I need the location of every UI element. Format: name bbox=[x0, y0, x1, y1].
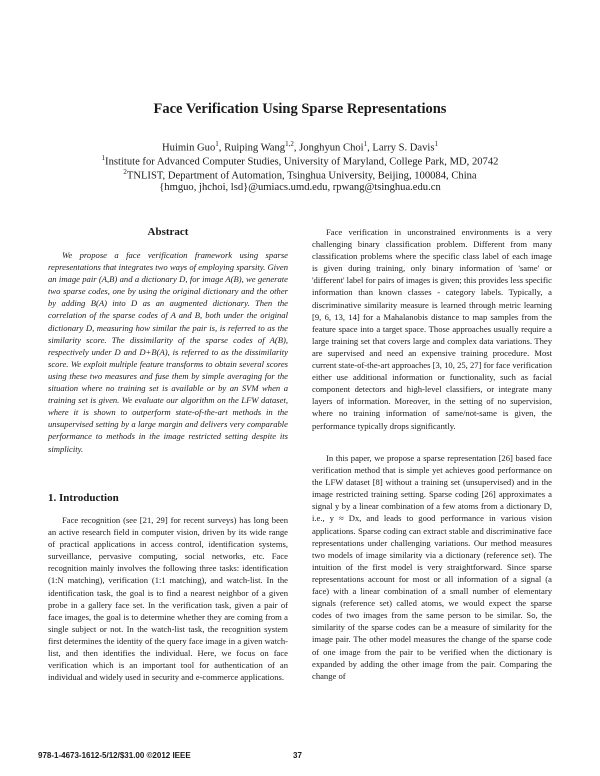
right-paragraph-1: Face verification in unconstrained environments is a very challenging binary classification problem. Different from many classification problems where the specific class label of each image is given during training, only binary information of 'same' or 'different' label for pairs of images is given; this provides less specific information than known classes - category labels. Typically, a discriminative similarity measure is learned through metric learning [9, 6, 13, 14] for a Mahalanobis distance to map samples from the feature space into a target space. Those approaches usually require a large training set that covers large and complex data variations. They are supervised and need an expensive training procedure. Most current state-of-the-art approaches [3, 10, 25, 27] for face verification either use additional information or functionality, such as facial component detectors and high-level classifiers, or integrate many layers of information. Moreover, in the setting of no supervision, where no training information of same/not-same is given, the performance typically drops significantly. bbox=[312, 227, 552, 431]
author-sup: 1,2 bbox=[285, 140, 294, 148]
introduction-heading: 1. Introduction bbox=[48, 492, 119, 504]
right-paragraph-2: In this paper, we propose a sparse representation [26] based face verification method that is simple yet achieves good performance on the LFW dataset [8] without a training set (unsupervised) and in the image restricted training setting. Sparse coding [26] approximates a signal y by a linear combination of a few atoms from a dictionary D, i.e., y ≈ Dx, and leads to good performance in various vision applications. Sparse coding can extract stable and discriminative face representations under challenging variations. Our method measures two models of image similarity via a dictionary (reference set). The intuition of the first model is very straightforward. Since sparse representations account for most or all information of a signal (a face) with a linear combination of a small number of elementary signals (reference set) called atoms, we would expect the sparse codes of two images from the same person to be similar. So, the similarity of the sparse codes can be a measure of similarity for the image pair. The other model measures the change of the sparse code of one image from the pair to be verified when the dictionary is expanded by adding the other image from the pair. Comparing the change of bbox=[312, 453, 552, 681]
affiliation-1 bbox=[0, 154, 600, 168]
author-sup: 1 bbox=[434, 140, 438, 148]
author-sup: 1 bbox=[363, 140, 368, 148]
affiliation-1-sup: 1 bbox=[101, 154, 106, 162]
affiliation-2 bbox=[0, 168, 600, 182]
footer-isbn: 978-1-4673-1612-5/12/$31.00 ©2012 IEEE bbox=[38, 751, 191, 760]
author-list-text: , Ruiping Wang bbox=[218, 142, 286, 154]
author-list-text: , Jonghyun Choi bbox=[293, 142, 364, 154]
affiliation-2-sup: 2 bbox=[123, 168, 127, 176]
paper-title: Face Verification Using Sparse Representations bbox=[153, 101, 447, 117]
author-list bbox=[0, 140, 600, 154]
affiliation-1-text: Institute for Advanced Computer Studies, University of Maryland, College Park, MD, 20742 bbox=[105, 156, 499, 168]
footer-page-number: 37 bbox=[293, 751, 302, 760]
affiliation-2-text: TNLIST, Department of Automation, Tsinghua University, Beijing, 100084, China bbox=[126, 170, 477, 182]
abstract-heading: Abstract bbox=[147, 226, 189, 238]
abstract-text: We propose a face verification framework using sparse representations that integrates two ways of employing sparsity. Given an image pair (A,B) and a dictionary D, for image A(B), we generate two sparse codes, one by using the original dictionary and the other by adding B(A) into D as an augmented dictionary. Then the correlation of the sparse codes of A and B, both under the original dictionary D, measuring how similar the pair is, is referred to as the similarity score. The dissimilarity of the sparse codes of A(B), respectively under D and D+B(A), is referred to as the dissimilarity score. We exploit multiple feature transforms to obtain several scores using these two measures and fuse them by simple averaging for the situation where no training set is available or by an SVM when a training set is given. We evaluate our algorithm on the LFW dataset, where it is shown to outperform state-of-the-art methods in the unsupervised setting by a large margin and delivers very comparable performance to methods in the image restricted setting despite its simplicity. bbox=[48, 250, 288, 454]
author-list-text: Huimin Guo bbox=[162, 142, 216, 154]
author-sup: 1 bbox=[215, 140, 219, 148]
author-emails: {hmguo, jhchoi, lsd}@umiacs.umd.edu, rpwang@tsinghua.edu.cn bbox=[159, 182, 441, 193]
introduction-paragraph: Face recognition (see [21, 29] for recent surveys) has long been an active research field in computer vision, driven by its wide range of practical applications in access control, identification systems, surveillance, pervasive computing, social networks, etc. Face recognition mainly involves the following three tasks: identification (1:N matching), verification (1:1 matching), and watch-list. In the identification task, the goal is to find a nearest neighbor of a given probe in a gallery face set. In the verification task, given a pair of face images, the goal is to determine whether they are coming from a single subject or not. In the watch-list task, the recognition system first determines the identity of the query face image in a given watch-list, and then identifies the individual. Here, we focus on face verification which is an important tool for authentication of an individual and widely used in security and e-commerce applications. bbox=[48, 515, 288, 683]
author-list-text: , Larry S. Davis bbox=[367, 142, 435, 154]
